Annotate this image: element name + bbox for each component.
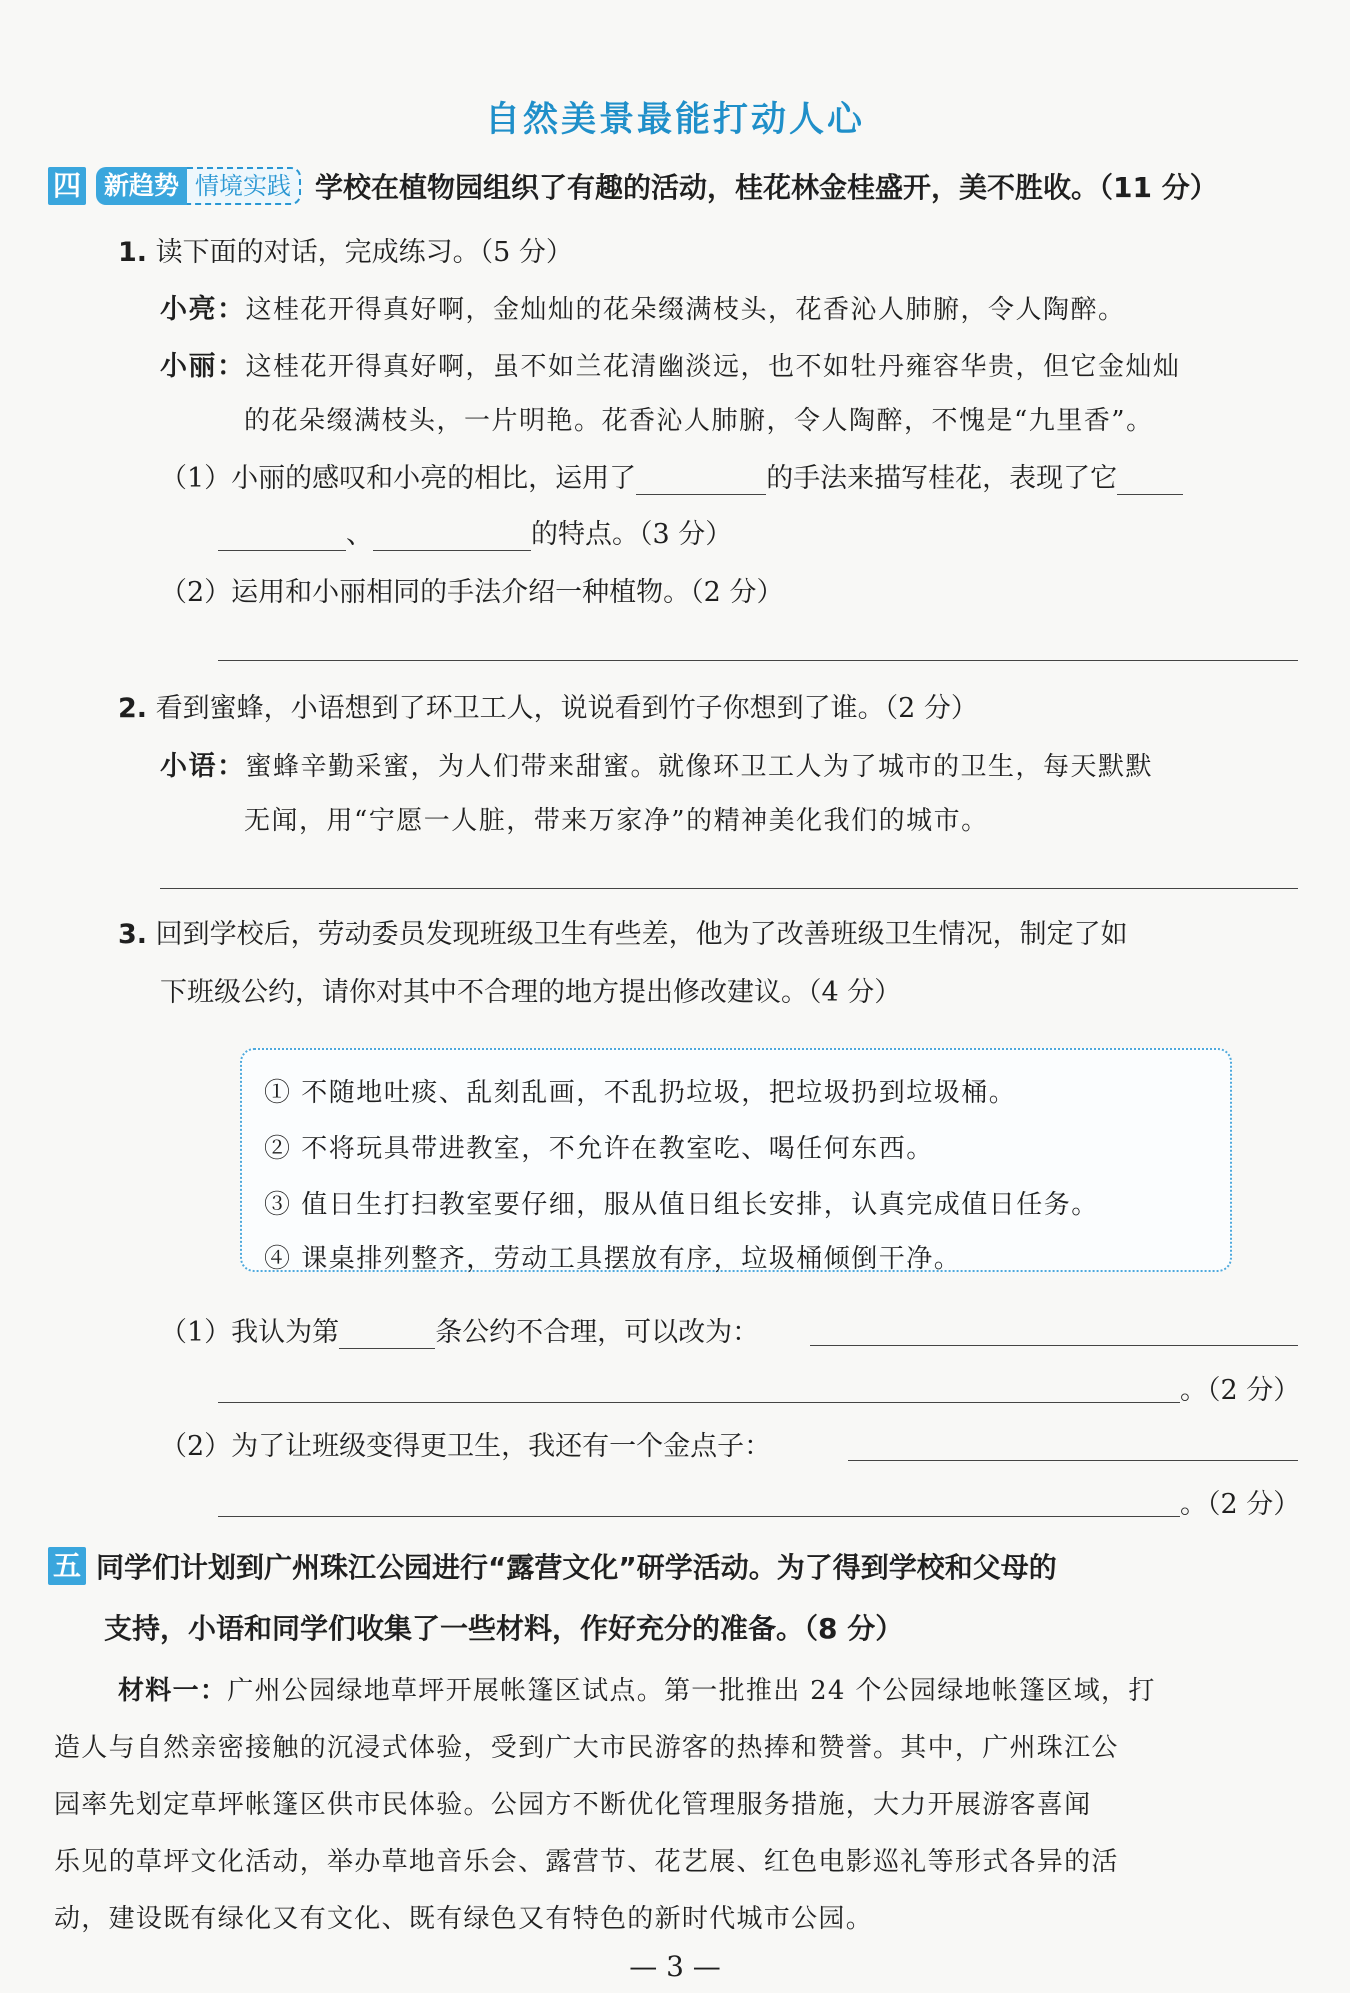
answer-blank[interactable] <box>373 522 531 551</box>
speaker-label: 小丽： <box>160 351 246 382</box>
question-text: 回到学校后，劳动委员发现班级卫生有些差，他为了改善班级卫生情况，制定了如 <box>155 919 1128 950</box>
section-5-header <box>48 1540 1057 1592</box>
rule-item: ③ 值日生打扫教室要仔细，服从值日组长安排，认真完成值日任务。 <box>264 1190 1099 1220</box>
speaker-label: 小语： <box>160 751 246 782</box>
score-note: 。（2 分） <box>1180 1489 1301 1520</box>
rule-item: ① 不随地吐痰、乱刻乱画，不乱扔垃圾，把垃圾扔到垃圾桶。 <box>264 1078 1017 1108</box>
question-3 <box>118 912 1128 951</box>
q1-sub1-line2 <box>218 512 732 551</box>
answer-line[interactable] <box>218 660 1298 661</box>
sub-question-text: 条公约不合理，可以改为： <box>435 1317 760 1348</box>
score-note: 。（2 分） <box>1180 1375 1301 1406</box>
separator: 、 <box>346 519 373 550</box>
material-label: 材料一： <box>118 1676 228 1706</box>
class-rules-box <box>240 1048 1232 1272</box>
q1-sub1-line1 <box>160 456 1183 495</box>
question-3-continued: 下班级公约，请你对其中不合理的地方提出修改建议。（4 分） <box>160 977 902 1008</box>
material-1-line: 乐见的草坪文化活动，举办草地音乐会、露营节、花艺展、红色电影巡礼等形式各异的活 <box>54 1847 1119 1877</box>
question-1 <box>118 230 573 269</box>
page-title: 自然美景最能打动人心 <box>484 100 865 140</box>
answer-line[interactable] <box>160 888 1298 889</box>
sub-question-text: 的特点。（3 分） <box>531 519 733 550</box>
question-number: 3. <box>118 919 148 950</box>
answer-line[interactable] <box>848 1460 1298 1461</box>
question-text: 看到蜜蜂，小语想到了环卫工人，说说看到竹子你想到了谁。（2 分） <box>155 693 978 724</box>
material-1-line: 动，建设既有绿化又有文化、既有绿色又有特色的新时代城市公园。 <box>54 1904 874 1934</box>
question-text: 读下面的对话，完成练习。（5 分） <box>155 237 573 268</box>
answer-blank[interactable] <box>218 522 346 551</box>
answer-blank[interactable] <box>339 1320 435 1349</box>
section-number: 四 <box>48 167 86 205</box>
material-1-line <box>118 1670 1156 1707</box>
dialog-xiaoyu-continued: 无闻，用“宁愿一人脏，带来万家净”的精神美化我们的城市。 <box>244 806 989 836</box>
answer-blank[interactable] <box>1117 466 1183 495</box>
page-number: — 3 — <box>629 1950 721 1983</box>
question-2 <box>118 686 978 725</box>
section-5-prompt-continued: 支持，小语和同学们收集了一些材料，作好充分的准备。（8 分） <box>104 1612 904 1645</box>
material-1-line: 园率先划定草坪帐篷区供市民体验。公园方不断优化管理服务措施，大力开展游客喜闻 <box>54 1790 1092 1820</box>
dialog-xiaoyu <box>160 744 1153 783</box>
dialog-text: 蜜蜂辛勤采蜜，为人们带来甜蜜。就像环卫工人为了城市的卫生，每天默默 <box>245 752 1154 782</box>
section-4-header <box>48 160 1218 212</box>
speaker-label: 小亮： <box>160 294 246 325</box>
answer-line[interactable] <box>218 1516 1180 1517</box>
sub-question-text: （1）小丽的感叹和小亮的相比，运用了 <box>160 463 637 494</box>
section-number: 五 <box>48 1547 86 1585</box>
section-5-prompt: 同学们计划到广州珠江公园进行“露营文化”研学活动。为了得到学校和父母的 <box>96 1551 1057 1584</box>
answer-line[interactable] <box>810 1345 1298 1346</box>
dialog-xiaoli <box>160 344 1181 383</box>
answer-blank[interactable] <box>636 466 766 495</box>
q3-sub1 <box>160 1310 759 1349</box>
sub-question-text: （1）我认为第 <box>160 1317 340 1348</box>
q1-sub2: （2）运用和小丽相同的手法介绍一种植物。（2 分） <box>160 577 784 608</box>
sub-question-text: 的手法来描写桂花，表现了它 <box>766 463 1118 494</box>
question-number: 1. <box>118 237 148 268</box>
dialog-text: 这桂花开得真好啊，虽不如兰花清幽淡远，也不如牡丹雍容华贵，但它金灿灿 <box>245 352 1181 382</box>
material-1-line: 造人与自然亲密接触的沉浸式体验，受到广大市民游客的热捧和赞誉。其中，广州珠江公 <box>54 1733 1119 1763</box>
trend-tag: 新趋势 <box>96 167 187 205</box>
dialog-xiaoli-continued: 的花朵缀满枝头，一片明艳。花香沁人肺腑，令人陶醉，不愧是“九里香”。 <box>244 406 1154 436</box>
q3-sub2: （2）为了让班级变得更卫生，我还有一个金点子： <box>160 1431 772 1462</box>
rule-item: ② 不将玩具带进教室，不允许在教室吃、喝任何东西。 <box>264 1134 934 1164</box>
rule-item: ④ 课桌排列整齐，劳动工具摆放有序，垃圾桶倾倒干净。 <box>264 1244 962 1274</box>
dialog-text: 这桂花开得真好啊，金灿灿的花朵缀满枝头，花香沁人肺腑，令人陶醉。 <box>245 295 1126 325</box>
practice-tag: 情境实践 <box>187 167 301 205</box>
section-4-prompt: 学校在植物园组织了有趣的活动，桂花林金桂盛开，美不胜收。（11 分） <box>315 171 1218 204</box>
dialog-xiaoliang <box>160 287 1126 326</box>
answer-line[interactable] <box>218 1402 1180 1403</box>
question-number: 2. <box>118 693 148 724</box>
material-text: 广州公园绿地草坪开展帐篷区试点。第一批推出 24 个公园绿地帐篷区域，打 <box>227 1676 1156 1706</box>
